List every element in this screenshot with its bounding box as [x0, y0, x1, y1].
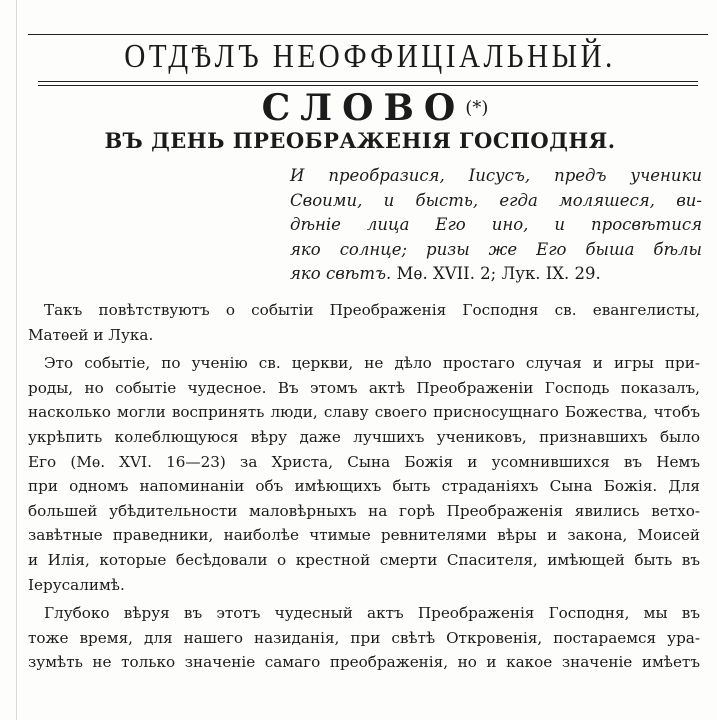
article-title — [225, 86, 525, 130]
body-line: Матѳей и Лука. — [28, 325, 154, 344]
epigraph-line-last — [290, 262, 702, 287]
epigraph-line: Своими, и бысть, егда моляшеся, ви- — [290, 190, 702, 210]
epigraph-line: И преобразися, Іисусъ, предъ ученики — [290, 166, 702, 185]
body-line: при одномъ напоминаніи объ имѣющихъ быть страданіяхъ Сына Божія. Для — [28, 477, 700, 496]
section-header — [70, 36, 670, 78]
epigraph-line: яко свѣтъ. — [290, 264, 392, 283]
body-line: тоже время, для нашего назиданія, при свѣтѣ Откровенія, постараемся ура- — [28, 628, 700, 647]
epigraph-line: яко солнце; ризы же Его быша бѣлы — [290, 239, 702, 259]
top-rule — [28, 34, 708, 35]
section-title: ОТДѢЛЪ НЕОФФИЦІАЛЬНЫЙ. — [124, 38, 616, 75]
page-edge-line — [16, 0, 17, 720]
article-body — [28, 298, 700, 675]
body-line: Это событіе, по ученію св. церкви, не дѣло простаго случая и игры при- — [44, 354, 700, 373]
body-line: завѣтные праведники, наиболѣе чтимые ревнителями вѣры и закона, Моисей — [28, 526, 700, 545]
body-line: и Илія, которые бесѣдовали о крестной смерти Спасителя, имѣющей быть въ — [28, 550, 700, 569]
article-subtitle: ВЪ ДЕНЬ ПРЕОБРАЖЕНІЯ ГОСПОДНЯ. — [104, 128, 616, 153]
body-line: Глубоко вѣруя въ этотъ чудесный актъ Преображенія Господня, мы въ — [44, 604, 700, 623]
body-line: Іерусалимѣ. — [28, 575, 125, 594]
scripture-reference: Мѳ. XVII. 2; Лук. IX. 29. — [396, 264, 601, 283]
body-line: Такъ повѣтствуютъ о событіи Преображенія Господня св. евангелисты, — [44, 301, 700, 319]
body-line: зумѣть не только значеніе самаго преображенія, но и какое значеніе имѣетъ — [28, 653, 700, 672]
article-title-text: СЛОВО — [261, 87, 466, 129]
footnote-mark: (*) — [465, 97, 489, 119]
body-line: Его (Мѳ. XVI. 16—23) за Христа, Сына Божія и усомнившихся въ Немъ — [28, 452, 700, 471]
body-line: насколько могли воспринять люди, славу своего присносущнаго Божества, чтобъ — [28, 403, 700, 422]
body-line: роды, но событіе чудесное. Въ этомъ актѣ Преображеніи Господь показалъ, — [28, 378, 700, 397]
body-line: большей убѣдительности маловѣрныхъ на горѣ Преображенія явились ветхо- — [28, 501, 700, 520]
body-line: укрѣпить колеблющуюся вѣру даже лучшихъ учениковъ, признавшихъ было — [28, 427, 700, 446]
epigraph-line: дѣніе лица Его ино, и просвѣтися — [290, 215, 702, 234]
epigraph — [290, 164, 702, 287]
